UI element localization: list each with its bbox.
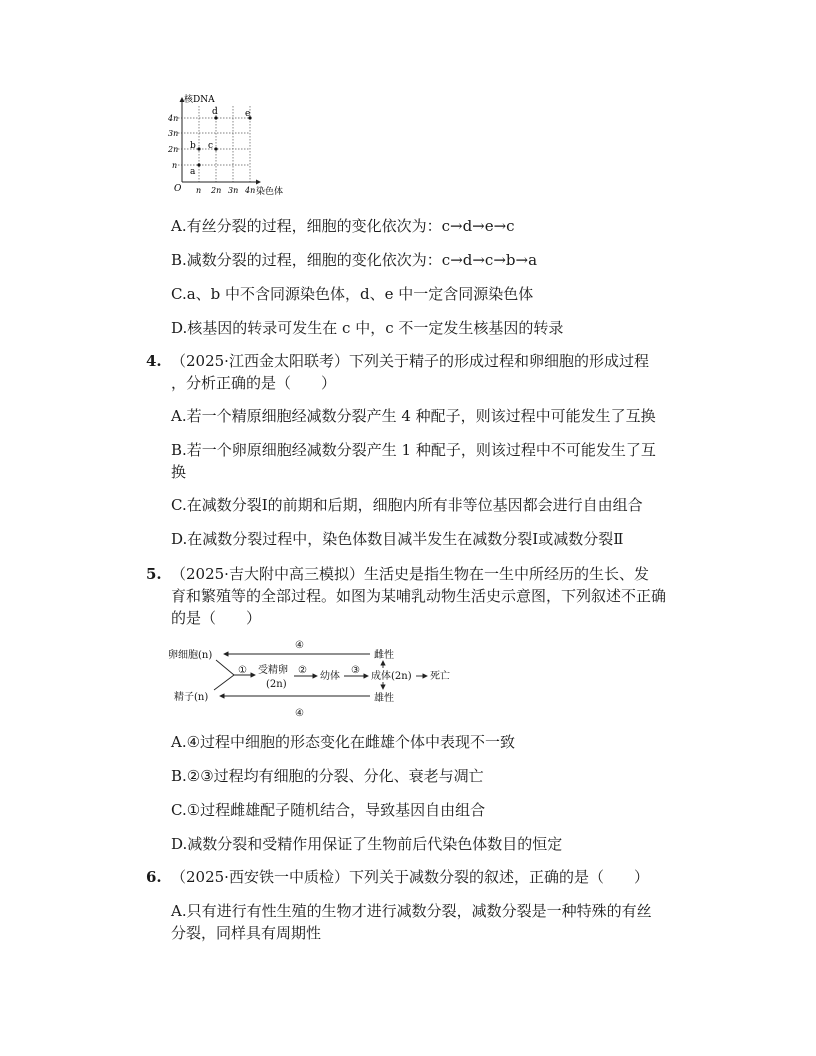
q5-option-a: A.④过程中细胞的形态变化在雌雄个体中表现不一致 bbox=[171, 733, 516, 751]
zygote-ploidy: (2n) bbox=[266, 679, 287, 690]
q5-option-b: B.②③过程均有细胞的分裂、分化、衰老与凋亡 bbox=[171, 767, 484, 785]
point-a-label: a bbox=[190, 167, 196, 177]
point-e-label: e bbox=[245, 109, 251, 119]
q3-option-a: A.有丝分裂的过程，细胞的变化依次为：c→d→e→c bbox=[171, 217, 515, 235]
point-b-label: b bbox=[190, 141, 196, 151]
female-label: 雌性 bbox=[374, 650, 394, 661]
y-tick-3n: 3n bbox=[168, 129, 179, 138]
point-c bbox=[214, 147, 217, 150]
q5-option-d: D.减数分裂和受精作用保证了生物前后代染色体数目的恒定 bbox=[171, 835, 563, 853]
q3-option-d: D.核基因的转录可发生在 c 中，c 不一定发生核基因的转录 bbox=[171, 319, 564, 337]
x-axis-title: 染色体 bbox=[256, 187, 284, 197]
q5-stem-line1: （2025·吉大附中高三模拟）生活史是指生物在一生中所经历的生长、发 bbox=[171, 565, 649, 583]
point-d-label: d bbox=[212, 107, 218, 117]
q4-number: 4. bbox=[146, 352, 162, 370]
x-tick-2n: 2n bbox=[211, 186, 222, 195]
x-tick-n: n bbox=[196, 186, 202, 195]
zygote-label: 受精卵 bbox=[258, 665, 288, 676]
q4-stem-line1: （2025·江西金太阳联考）下列关于精子的形成过程和卵细胞的形成过程 bbox=[171, 352, 649, 370]
q5-number: 5. bbox=[146, 565, 162, 583]
origin-label: O bbox=[174, 184, 182, 194]
q6-number: 6. bbox=[146, 868, 162, 886]
y-tick-4n: 4n bbox=[168, 114, 179, 123]
q4-option-a: A.若一个精原细胞经减数分裂产生 4 种配子，则该过程中可能发生了互换 bbox=[171, 407, 656, 425]
larva-label: 幼体 bbox=[320, 671, 340, 682]
y-tick-2n: 2n bbox=[168, 145, 179, 154]
dna-chromosome-graph bbox=[166, 92, 286, 200]
q4-stem-line2: ，分析正确的是（ ） bbox=[171, 374, 337, 392]
step-3: ③ bbox=[351, 665, 360, 676]
life-cycle-diagram bbox=[168, 636, 468, 718]
egg-label: 卵细胞(n) bbox=[168, 650, 213, 661]
step-1: ① bbox=[238, 665, 247, 676]
q5-option-c: C.①过程雌雄配子随机结合，导致基因自由组合 bbox=[171, 801, 486, 819]
point-a bbox=[197, 163, 200, 166]
q5-stem-line3: 的是（ ） bbox=[171, 609, 262, 627]
sperm-label: 精子(n) bbox=[174, 692, 209, 703]
step-2: ② bbox=[298, 665, 307, 676]
death-label: 死亡 bbox=[430, 671, 450, 682]
step-4-bottom: ④ bbox=[295, 708, 304, 718]
adult-label: 成体(2n) bbox=[371, 671, 412, 682]
q6-option-a-line1: A.只有进行有性生殖的生物才进行减数分裂，减数分裂是一种特殊的有丝 bbox=[171, 902, 652, 920]
y-axis-title: 核DNA bbox=[184, 95, 215, 105]
male-label: 雄性 bbox=[374, 693, 394, 704]
q4-option-c: C.在减数分裂Ⅰ的前期和后期，细胞内所有非等位基因都会进行自由组合 bbox=[171, 496, 643, 514]
q6-stem: （2025·西安铁一中质检）下列关于减数分裂的叙述，正确的是（ ） bbox=[171, 868, 649, 886]
step-4-top: ④ bbox=[295, 640, 304, 651]
y-tick-n: n bbox=[172, 161, 178, 170]
q4-option-b-line2: 换 bbox=[171, 463, 187, 481]
x-tick-3n: 3n bbox=[228, 186, 239, 195]
q4-option-d: D.在减数分裂过程中，染色体数目减半发生在减数分裂Ⅰ或减数分裂Ⅱ bbox=[171, 530, 624, 548]
q3-option-b: B.减数分裂的过程，细胞的变化依次为：c→d→c→b→a bbox=[171, 251, 538, 269]
q5-stem-line2: 育和繁殖等的全部过程。如图为某哺乳动物生活史示意图，下列叙述不正确 bbox=[171, 587, 667, 605]
q6-option-a-line2: 分裂，同样具有周期性 bbox=[171, 924, 322, 942]
q3-option-c: C.a、b 中不含同源染色体，d、e 中一定含同源染色体 bbox=[171, 285, 534, 303]
point-c-label: c bbox=[208, 141, 214, 151]
x-tick-4n: 4n bbox=[245, 186, 256, 195]
q4-option-b-line1: B.若一个卵原细胞经减数分裂产生 1 种配子，则该过程中不可能发生了互 bbox=[171, 441, 656, 459]
point-b bbox=[197, 147, 200, 150]
